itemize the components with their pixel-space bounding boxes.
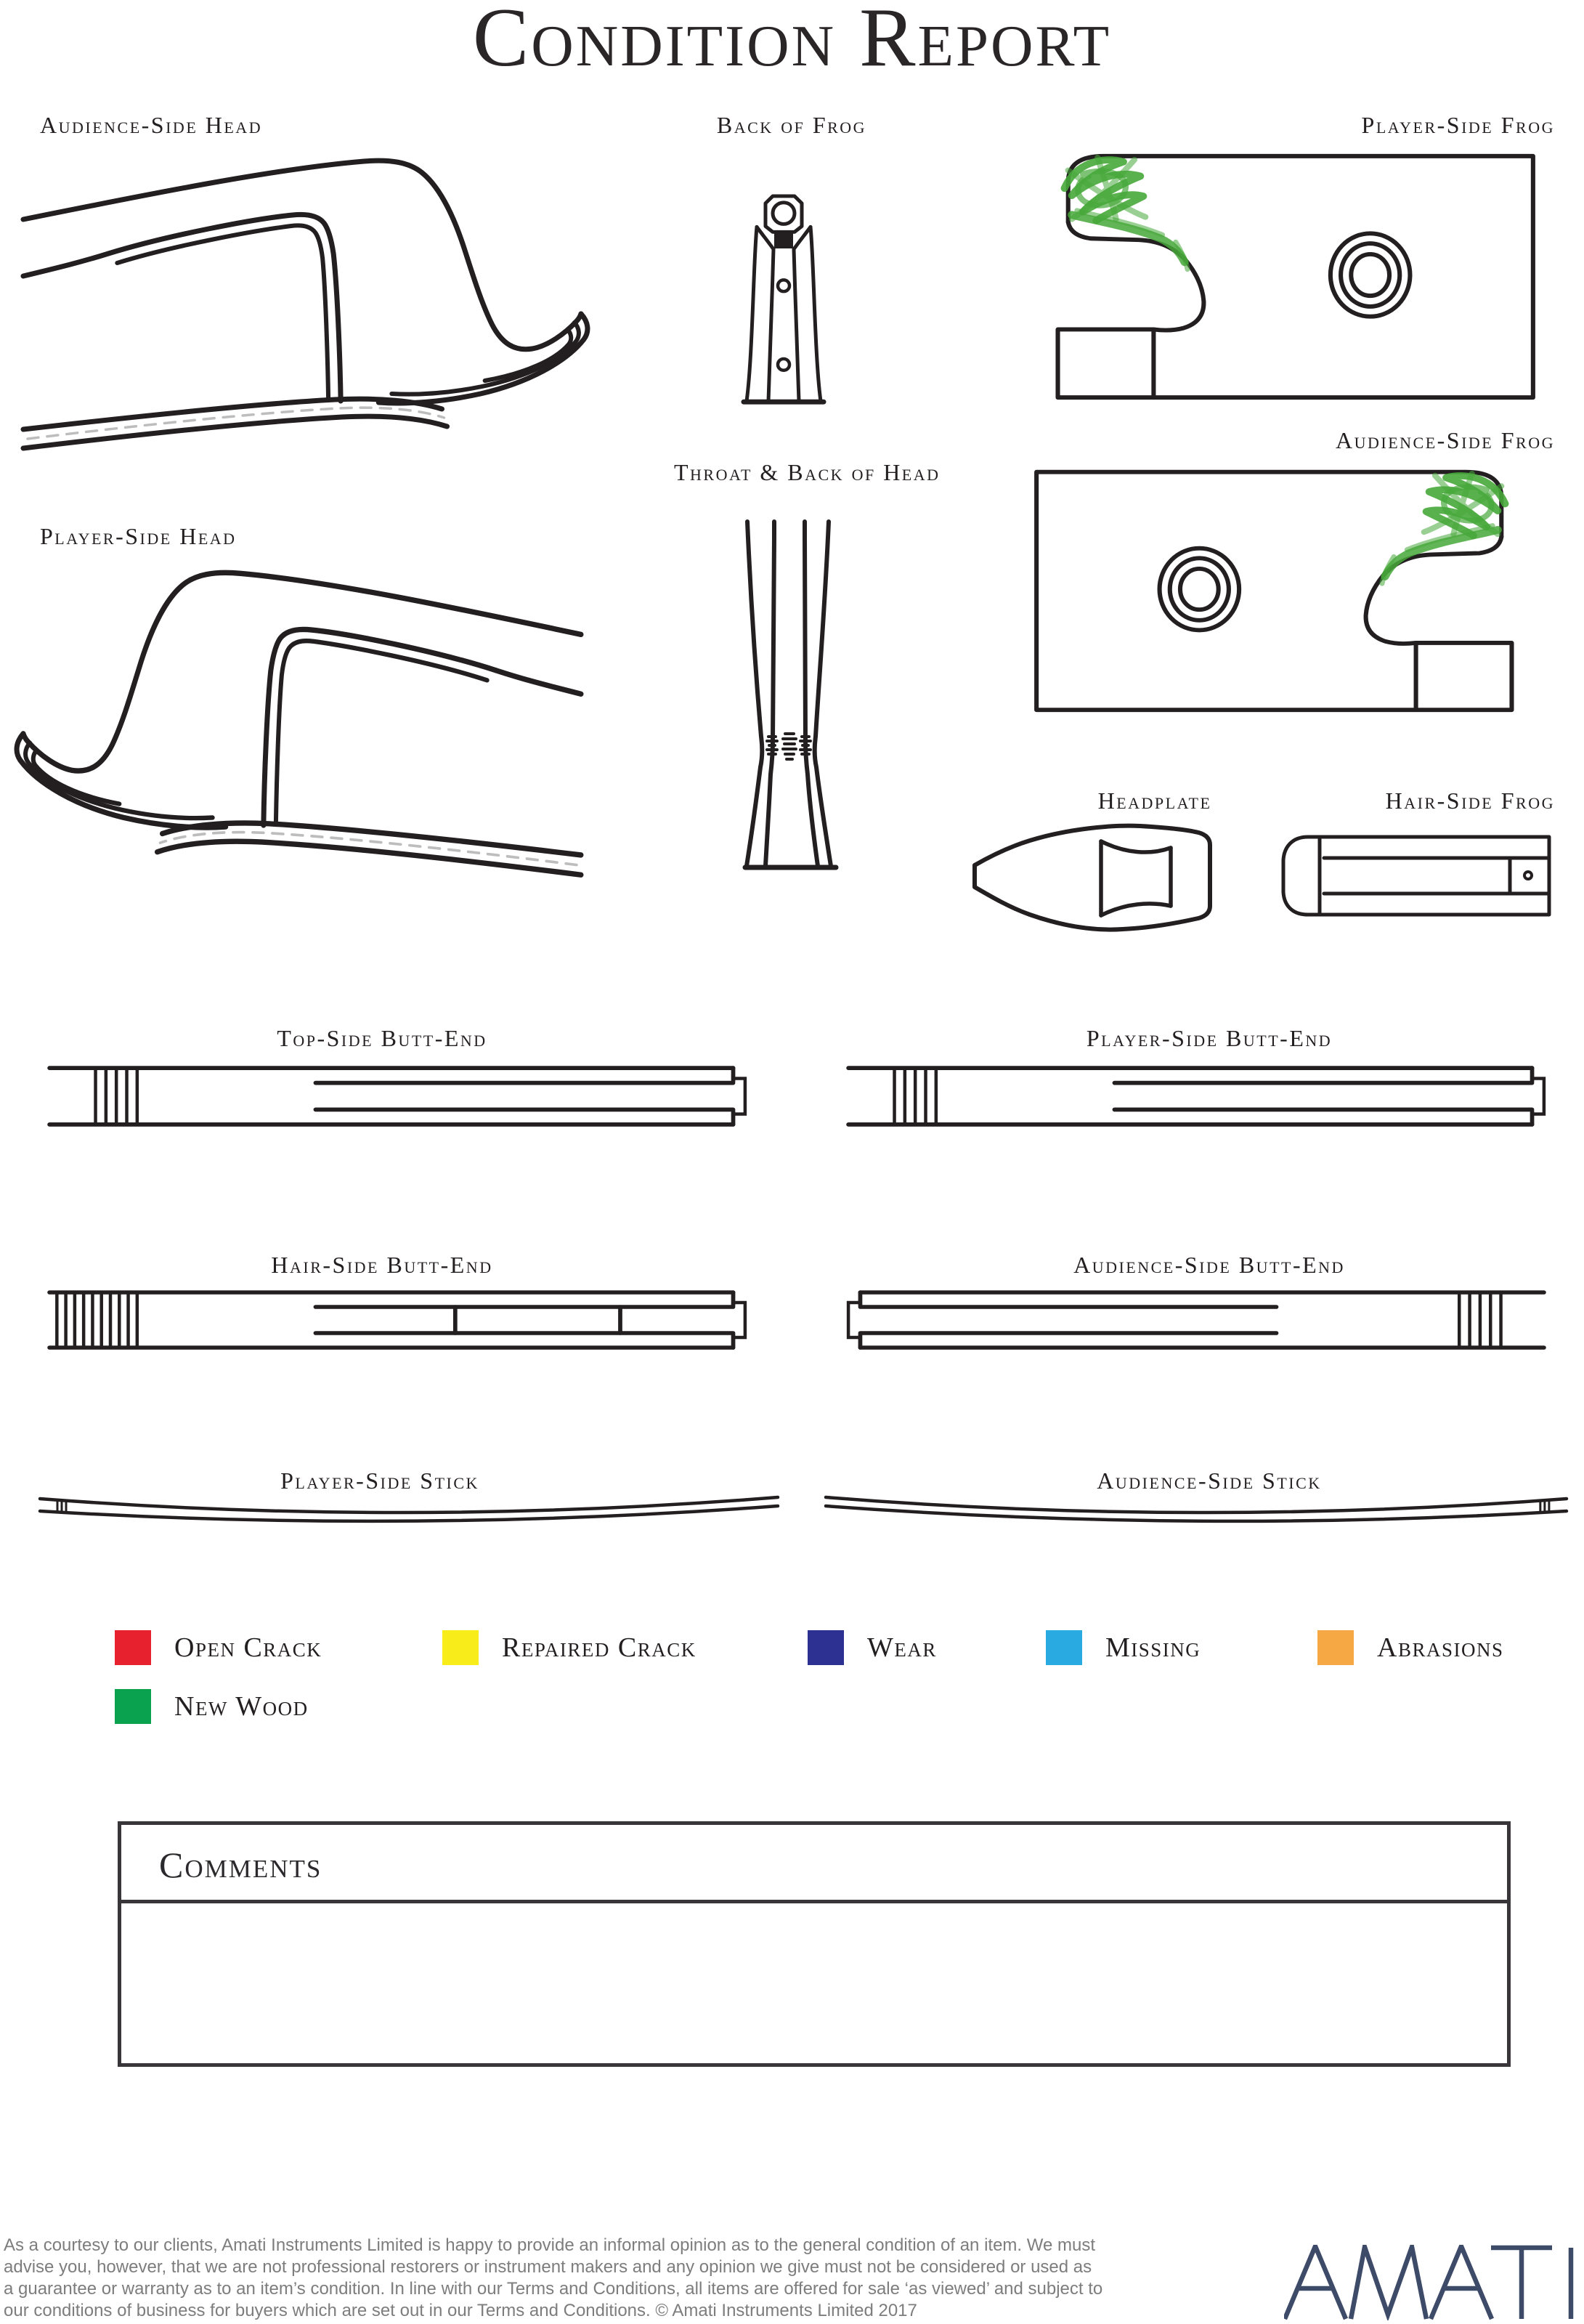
legend-swatch-new-wood — [115, 1689, 151, 1724]
new-wood-scribble — [1065, 158, 1187, 270]
comments-field[interactable] — [121, 1903, 1507, 2063]
amati-logo — [1284, 2245, 1583, 2324]
new-wood-scribble — [1382, 474, 1505, 584]
legend-swatch-repaired-crack — [442, 1630, 479, 1665]
legend-item-new-wood — [115, 1689, 309, 1724]
hair-side-butt-end-drawing — [46, 1288, 748, 1352]
footer-disclaimer-line: As a courtesy to our clients, Amati Instruments Limited is happy to provide an informal opinion as to the general condition of an item. We must — [4, 2235, 1095, 2255]
legend-item-missing — [1046, 1630, 1201, 1665]
throat-back-of-head-drawing — [745, 519, 840, 873]
comments-title: Comments — [159, 1845, 322, 1885]
label-hair-side-butt-end: Hair-Side Butt-End — [271, 1252, 493, 1278]
legend-swatch-missing — [1046, 1630, 1082, 1665]
label-player-side-frog: Player-Side Frog — [1361, 112, 1555, 138]
label-audience-side-head: Audience-Side Head — [40, 112, 263, 138]
player-side-frog-drawing — [1031, 149, 1540, 403]
legend-swatch-open-crack — [115, 1630, 151, 1665]
label-player-side-stick: Player-Side Stick — [280, 1467, 479, 1494]
footer-disclaimer-line: a guarantee or warranty as to an item’s condition. In line with our Terms and Conditions, all items are offered for sale ‘as viewed’ and subject to — [4, 2279, 1103, 2299]
label-headplate: Headplate — [1097, 788, 1212, 814]
legend-swatch-abrasions — [1317, 1630, 1354, 1665]
audience-side-frog-drawing — [1030, 465, 1538, 716]
footer-disclaimer-line: our conditions of business for buyers which are set out in our Terms and Conditions. © Amati Instruments Limited 2017 — [4, 2301, 917, 2320]
legend-label-missing: Missing — [1105, 1632, 1201, 1663]
legend-item-wear — [808, 1630, 937, 1665]
legend-item-abrasions — [1317, 1630, 1503, 1665]
label-audience-side-stick: Audience-Side Stick — [1097, 1467, 1322, 1494]
back-of-frog-drawing — [738, 193, 842, 410]
label-player-side-butt-end: Player-Side Butt-End — [1086, 1025, 1333, 1051]
player-side-stick-drawing — [38, 1491, 780, 1529]
legend-label-open-crack: Open Crack — [174, 1632, 322, 1663]
legend-swatch-wear — [808, 1630, 844, 1665]
legend-label-abrasions: Abrasions — [1377, 1632, 1504, 1663]
label-back-of-frog: Back of Frog — [716, 112, 867, 138]
top-side-butt-end-drawing — [46, 1064, 748, 1129]
comments-box — [118, 1821, 1511, 2067]
label-audience-side-frog: Audience-Side Frog — [1335, 427, 1555, 453]
audience-side-head-drawing — [22, 142, 582, 459]
legend-label-wear: Wear — [867, 1632, 937, 1663]
footer-disclaimer-line: advise you, however, that we are not professional restorers or instrument makers and any opinion we give must not be considered or used as — [4, 2257, 1092, 2277]
comments-header — [121, 1825, 1507, 1903]
legend-label-new-wood: New Wood — [174, 1691, 309, 1722]
label-throat-back-of-head: Throat & Back of Head — [674, 459, 941, 485]
label-player-side-head: Player-Side Head — [40, 523, 237, 549]
label-top-side-butt-end: Top-Side Butt-End — [277, 1025, 487, 1051]
headplate-drawing — [972, 825, 1213, 935]
footer-disclaimer — [4, 2235, 1102, 2322]
legend-item-repaired-crack — [442, 1630, 696, 1665]
hair-side-frog-drawing — [1264, 834, 1552, 918]
label-hair-side-frog: Hair-Side Frog — [1385, 788, 1555, 814]
label-audience-side-butt-end: Audience-Side Butt-End — [1073, 1252, 1345, 1278]
audience-side-stick-drawing — [824, 1491, 1569, 1529]
player-side-butt-end-drawing — [845, 1064, 1547, 1129]
audience-side-butt-end-drawing — [845, 1288, 1547, 1352]
player-side-head-drawing — [22, 554, 582, 886]
legend-item-open-crack — [115, 1630, 322, 1665]
legend-label-repaired-crack: Repaired Crack — [502, 1632, 696, 1663]
page-title: Condition Report — [472, 0, 1112, 84]
